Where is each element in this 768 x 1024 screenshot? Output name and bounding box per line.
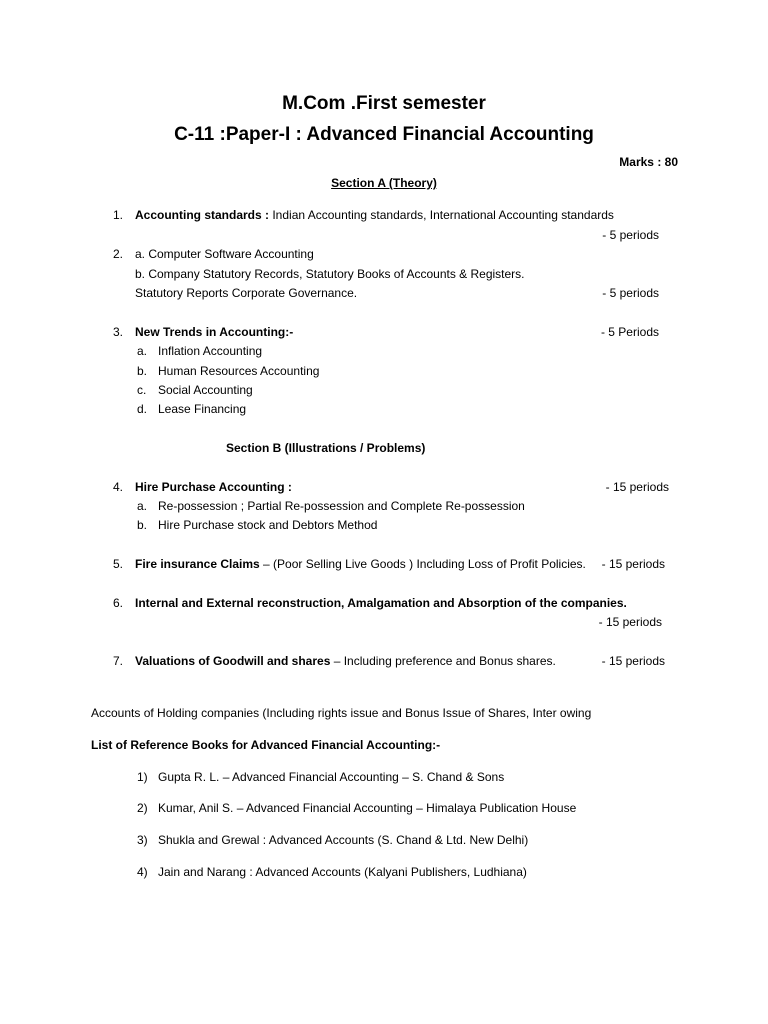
sub-letter: d.	[137, 402, 148, 416]
reference-text: Kumar, Anil S. – Advanced Financial Accounting – Himalaya Publication House	[158, 801, 577, 815]
item-label: New Trends in Accounting:-	[135, 325, 294, 339]
item-periods: - 15 periods	[605, 480, 669, 494]
item-number: 6.	[113, 596, 124, 610]
section-a-heading: Section A (Theory)	[331, 176, 437, 190]
reference-number: 2)	[137, 801, 148, 815]
item-text	[135, 208, 614, 222]
item-line-c: Statutory Reports Corporate Governance.	[135, 286, 358, 300]
sub-letter: a.	[137, 499, 148, 513]
reference-text: Jain and Narang : Advanced Accounts (Kalyani Publishers, Ludhiana)	[158, 865, 527, 879]
reference-text: Gupta R. L. – Advanced Financial Accounting – S. Chand & Sons	[158, 770, 505, 784]
holding-companies-note: Accounts of Holding companies (Including rights issue and Bonus Issue of Shares, Inter owing	[91, 706, 592, 720]
section-b-heading: Section B (Illustrations / Problems)	[226, 441, 426, 455]
item-periods: - 15 periods	[601, 654, 665, 668]
sub-letter: a.	[137, 344, 148, 358]
page-subtitle: C-11 :Paper-I : Advanced Financial Accounting	[174, 124, 594, 145]
item-text	[135, 654, 556, 668]
reference-text: Shukla and Grewal : Advanced Accounts (S. Chand & Ltd. New Delhi)	[158, 833, 529, 847]
sub-letter: c.	[137, 383, 147, 397]
item-number: 3.	[113, 325, 124, 339]
sub-text: Human Resources Accounting	[158, 364, 320, 378]
sub-text: Lease Financing	[158, 402, 247, 416]
sub-text: Inflation Accounting	[158, 344, 263, 358]
item-label: Accounting standards :	[135, 208, 270, 222]
page-title: M.Com .First semester	[282, 93, 486, 114]
item-line-b: b. Company Statutory Records, Statutory Books of Accounts & Registers.	[135, 267, 525, 281]
sub-text: Social Accounting	[158, 383, 253, 397]
item-periods: - 15 periods	[601, 557, 665, 571]
item-text	[135, 557, 586, 571]
item-detail: – Including preference and Bonus shares.	[330, 654, 556, 668]
reference-number: 4)	[137, 865, 148, 879]
item-number: 4.	[113, 480, 124, 494]
item-number: 2.	[113, 247, 124, 261]
references-heading: List of Reference Books for Advanced Financial Accounting:-	[91, 738, 441, 752]
item-number: 5.	[113, 557, 124, 571]
item-number: 7.	[113, 654, 124, 668]
reference-number: 1)	[137, 770, 148, 784]
item-detail: Indian Accounting standards, International Accounting standards	[269, 208, 614, 222]
item-periods: - 5 periods	[602, 286, 659, 300]
sub-letter: b.	[137, 364, 148, 378]
item-periods: - 15 periods	[598, 615, 662, 629]
sub-text: Re-possession ; Partial Re-possession and Complete Re-possession	[158, 499, 525, 513]
item-periods: - 5 periods	[602, 228, 659, 242]
item-line-a: a. Computer Software Accounting	[135, 247, 314, 261]
reference-number: 3)	[137, 833, 148, 847]
sub-letter: b.	[137, 518, 148, 532]
item-label: Hire Purchase Accounting :	[135, 480, 292, 494]
marks-label: Marks : 80	[619, 155, 678, 169]
item-detail: – (Poor Selling Live Goods ) Including Loss of Profit Policies.	[259, 557, 586, 571]
item-periods: - 5 Periods	[600, 325, 659, 339]
sub-text: Hire Purchase stock and Debtors Method	[158, 518, 378, 532]
item-label: Valuations of Goodwill and shares	[135, 654, 331, 668]
item-label: Internal and External reconstruction, Amalgamation and Absorption of the companies.	[135, 596, 627, 610]
item-number: 1.	[113, 208, 124, 222]
item-label: Fire insurance Claims	[135, 557, 260, 571]
